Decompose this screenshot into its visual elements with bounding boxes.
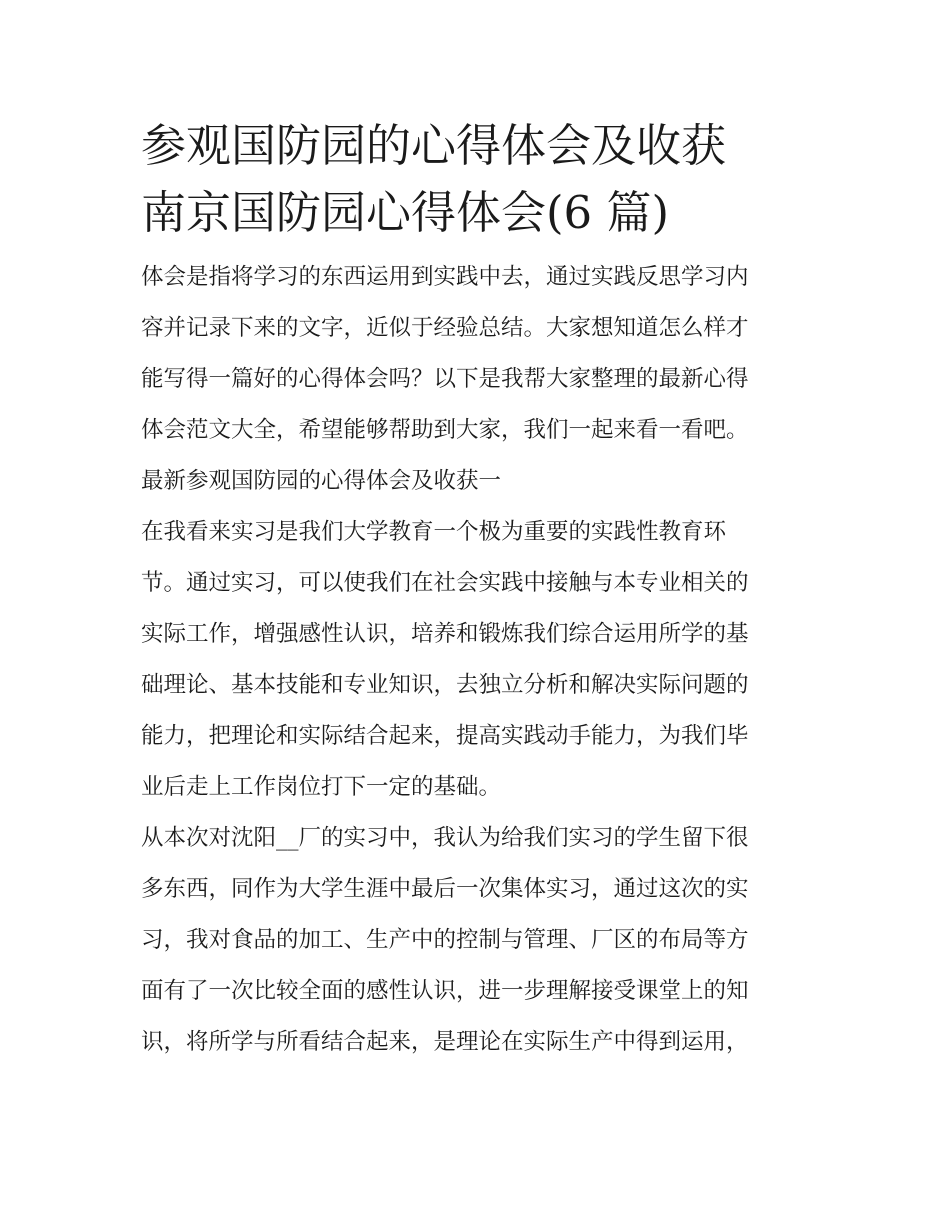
body-line: 在我看来实习是我们大学教育一个极为重要的实践性教育环 — [141, 519, 727, 545]
body-line: 从本次对沈阳__厂的实习中，我认为给我们实习的学生留下很 — [141, 825, 749, 851]
document-body — [141, 252, 813, 1068]
body-line: 能写得一篇好的心得体会吗？以下是我帮大家整理的最新心得 — [141, 366, 749, 392]
body-line: 识，将所学与所看结合起来，是理论在实际生产中得到运用， — [141, 1029, 749, 1055]
document-content — [141, 112, 813, 1068]
body-line: 体会是指将学习的东西运用到实践中去，通过实践反思学习内 — [141, 264, 749, 290]
body-line: 业后走上工作岗位打下一定的基础。 — [141, 774, 502, 800]
body-line: 体会范文大全，希望能够帮助到大家，我们一起来看一看吧。 — [141, 417, 749, 443]
body-line: 习，我对食品的加工、生产中的控制与管理、厂区的布局等方 — [141, 927, 749, 953]
document-title — [141, 112, 813, 246]
body-line: 面有了一次比较全面的感性认识，进一步理解接受课堂上的知 — [141, 978, 749, 1004]
body-line: 节。通过实习，可以使我们在社会实践中接触与本专业相关的 — [141, 570, 749, 596]
title-line: 参观国防园的心得体会及收获 — [141, 119, 727, 172]
title-line: 南京国防园心得体会(6 篇) — [141, 186, 670, 239]
body-line: 实际工作，增强感性认识，培养和锻炼我们综合运用所学的基 — [141, 621, 749, 647]
body-line: 多东西，同作为大学生涯中最后一次集体实习，通过这次的实 — [141, 876, 749, 902]
body-line: 能力，把理论和实际结合起来，提高实践动手能力，为我们毕 — [141, 723, 749, 749]
section-heading: 最新参观国防园的心得体会及收获一 — [141, 468, 502, 494]
body-line: 础理论、基本技能和专业知识，去独立分析和解决实际问题的 — [141, 672, 749, 698]
body-line: 容并记录下来的文字，近似于经验总结。大家想知道怎么样才 — [141, 315, 749, 341]
